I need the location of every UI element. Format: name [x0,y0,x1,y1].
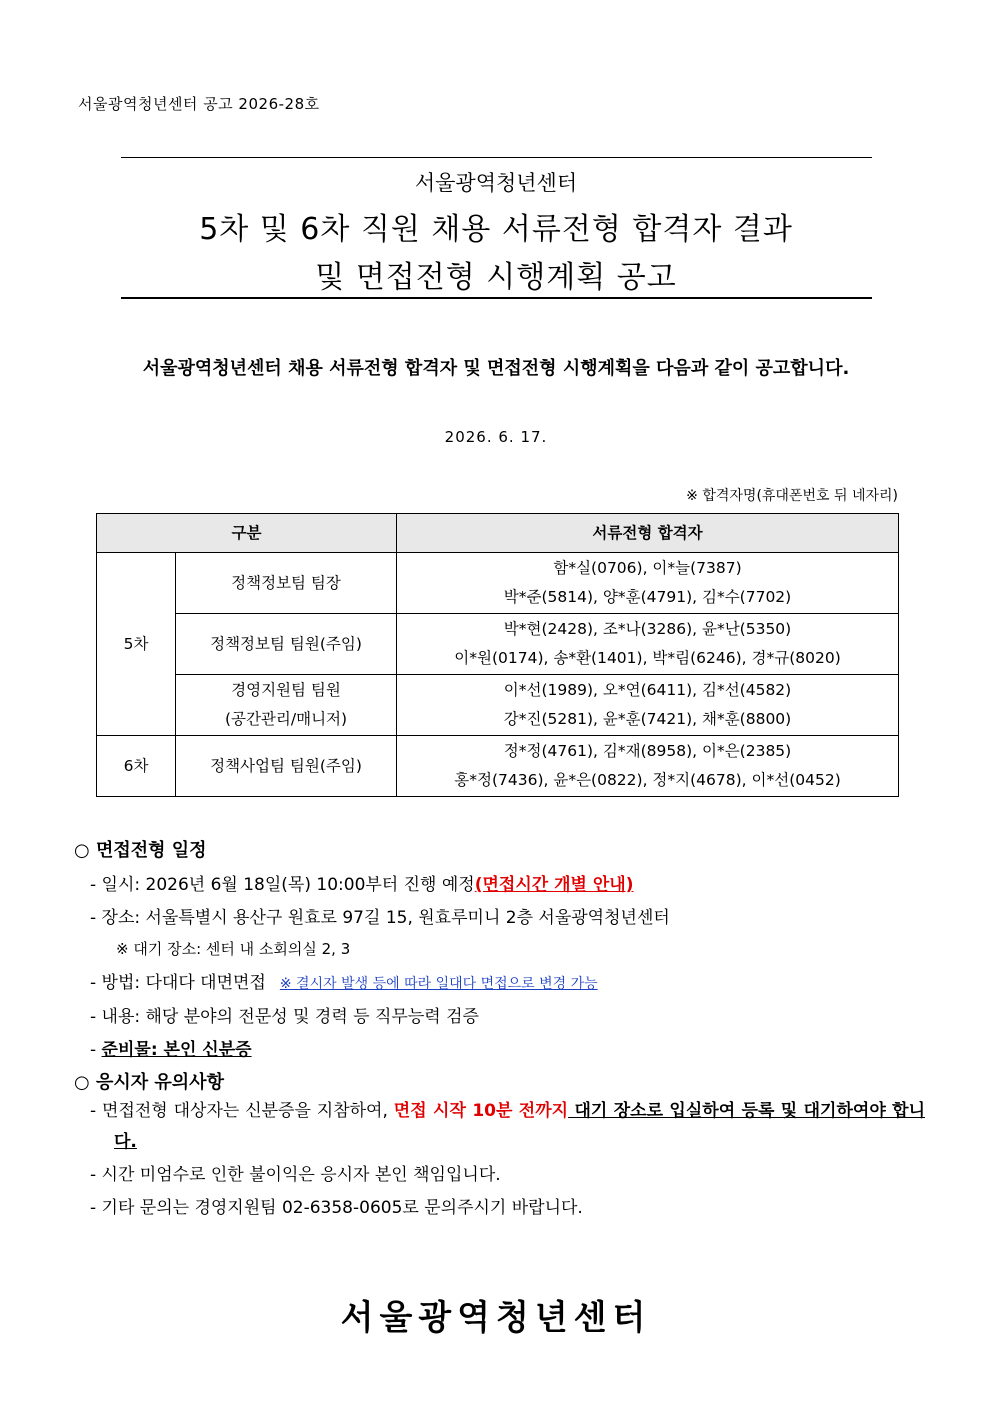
prep-text: 준비물: 본인 신분증 [101,1040,252,1060]
interview-content: - 내용: 해당 분야의 전문성 및 경력 등 직무능력 검증 [90,1007,479,1027]
position-line: 경영지원팀 팀원 [231,681,341,699]
method-text: - 방법: 다대다 대면면접 [90,973,266,993]
title-top-rule [121,157,872,158]
passers-line: 이*원(0174), 송*환(1401), 박*림(6246), 경*규(8020) [454,649,841,667]
table-row [97,614,899,675]
note-text: - 면접전형 대상자는 신분증을 지참하여, [90,1101,394,1121]
passers-cell [397,553,899,614]
waiting-room: ※ 대기 장소: 센터 내 소회의실 2, 3 [116,940,351,958]
table-row [97,675,899,736]
schedule-notice: (면접시간 개별 안내) [474,875,634,895]
footer-organization: 서울광역청년센터 [340,1298,652,1338]
prep-dash: - [90,1040,102,1060]
table-note: ※ 합격자명(휴대폰번호 뒤 네자리) [686,488,898,504]
notice-date: 2026. 6. 17. [444,428,548,446]
table-row [97,553,899,614]
round-cell: 6차 [97,736,176,797]
passers-line: 홍*정(7436), 윤*은(0822), 정*지(4678), 이*선(0452) [454,771,841,789]
interview-method [90,968,598,993]
notes-list [90,1096,925,1224]
organization-name: 서울광역청년센터 [414,171,578,195]
passers-line: 박*현(2428), 조*나(3286), 윤*난(5350) [503,620,792,638]
passers-table [96,513,899,797]
passers-line: 박*준(5814), 양*훈(4791), 김*수(7702) [503,588,792,606]
table-row [97,736,899,797]
notice-number: 서울광역청년센터 공고 2026-28호 [78,95,320,113]
passers-cell [397,614,899,675]
header-category: 구분 [97,514,397,553]
schedule-text: - 일시: 2026년 6월 18일(목) 10:00부터 진행 예정 [90,875,475,895]
notes-heading: ○ 응시자 유의사항 [74,1072,224,1093]
interview-heading: ○ 면접전형 일정 [74,840,207,861]
note-item [90,1096,925,1158]
header-passers: 서류전형 합격자 [397,514,899,553]
interview-schedule [90,870,634,895]
passers-line: 정*정(4761), 김*재(8958), 이*은(2385) [503,742,792,760]
round-cell: 5차 [97,553,176,736]
position-cell: 정책정보팀 팀원(주임) [176,614,397,675]
passers-cell [397,736,899,797]
interview-preparation [90,1035,252,1060]
interview-place: - 장소: 서울특별시 용산구 원효로 97길 15, 원효루미니 2층 서울광역청년센터 [90,908,670,928]
note-item: - 시간 미엄수로 인한 불이익은 응시자 본인 책임입니다. [90,1165,501,1185]
title-bottom-rule [121,297,872,299]
position-cell [176,675,397,736]
title-line-2: 및 면접전형 시행계획 공고 [315,260,677,295]
intro-text: 서울광역청년센터 채용 서류전형 합격자 및 면접전형 시행계획을 다음과 같이 공고합니다. [142,358,850,379]
passers-cell [397,675,899,736]
note-item: - 기타 문의는 경영지원팀 02-6358-0605로 문의주시기 바랍니다. [90,1198,583,1218]
table-header-row [97,514,899,553]
position-cell: 정책정보팀 팀장 [176,553,397,614]
note-emphasis: 대기 장소로 입실하여 등록 및 대기하여야 합니다. [114,1101,925,1152]
passers-line: 강*진(5281), 윤*훈(7421), 채*훈(8800) [503,710,792,728]
method-note: ※ 결시자 발생 등에 따라 일대다 면접으로 변경 가능 [279,976,598,992]
position-cell: 정책사업팀 팀원(주임) [176,736,397,797]
position-line: (공간관리/매니저) [224,710,348,728]
title-line-1: 5차 및 6차 직원 채용 서류전형 합격자 결과 [199,212,793,247]
passers-line: 함*실(0706), 이*늘(7387) [553,559,742,577]
note-deadline: 면접 시작 10분 전까지 [393,1101,569,1121]
passers-line: 이*선(1989), 오*연(6411), 김*선(4582) [503,681,792,699]
